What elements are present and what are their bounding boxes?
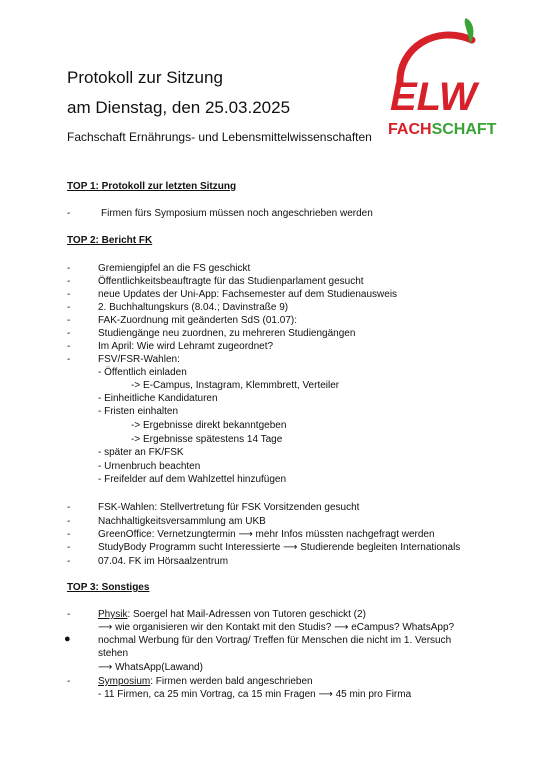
top2-item: FSK-Wahlen: Stellvertretung für FSK Vorsitzenden gesucht [98,502,360,513]
wahlen-subitem: -> Ergebnisse spätestens 14 Tage [131,434,283,445]
title-line-2: am Dienstag, den 25.03.2025 [67,98,291,117]
dash-marker: - [67,289,71,300]
top2-heading: TOP 2: Bericht FK [67,235,153,246]
top2-item: neue Updates der Uni-App: Fachsemester auf dem Studienausweis [98,289,398,300]
logo-elw-letters: ELW [390,75,477,119]
symposium-subline: - 11 Firmen, ca 25 min Vortrag, ca 15 min Fragen ⟶ 45 min pro Firma [98,689,412,700]
dash-marker: - [67,502,71,513]
dash-marker: - [67,302,71,313]
dash-marker: - [67,516,71,527]
werbung-line-2: stehen [98,648,129,659]
top1-heading: TOP 1: Protokoll zur letzten Sitzung [67,181,237,192]
top2-item: GreenOffice: Vernetzungtermin ⟶ mehr Infos müssten nachgefragt werden [98,529,435,540]
dash-marker: - [67,208,71,219]
physik-text: : Soergel hat Mail-Adressen von Tutoren geschickt (2) [127,609,366,620]
wahlen-subitem: - Einheitliche Kandidaturen [98,393,218,404]
wahlen-subitem: - Freifelder auf dem Wahlzettel hinzufügen [98,474,287,485]
wahlen-subitem: -> E-Campus, Instagram, Klemmbrett, Verteiler [131,380,340,391]
physik-item [98,608,366,621]
elw-fachschaft-logo [386,18,504,140]
top1-item: Firmen fürs Symposium müssen noch angeschrieben werden [101,208,373,219]
top2-item: StudyBody Programm sucht Interessierte ⟶ Studierende begleiten Internationals [98,542,461,553]
werbung-line-1: nochmal Werbung für den Vortrag/ Treffen für Menschen die nicht im 1. Versuch [98,635,452,646]
top3-heading: TOP 3: Sonstiges [67,582,150,593]
dash-marker: - [67,341,71,352]
symposium-label: Symposium [98,676,151,687]
dash-marker: - [67,556,71,567]
werbung-subline: ⟶ WhatsApp(Lawand) [98,662,203,673]
top2-item: 2. Buchhaltungskurs (8.04.; Davinstraße 9) [98,302,289,313]
subtitle: Fachschaft Ernährungs- und Lebensmittelwissenschaften [67,130,372,144]
physik-subline: ⟶ wie organisieren wir den Kontakt mit den Studis? ⟶ eCampus? WhatsApp? [98,622,455,633]
wahlen-subitem: - Urnenbruch beachten [98,461,201,472]
top2-item: 07.04. FK im Hörsaalzentrum [98,556,229,567]
logo-fachschaft-word: FACHSCHAFT [388,121,497,138]
top2-item: Studiengänge neu zuordnen, zu mehreren Studiengängen [98,328,356,339]
dash-marker: - [67,529,71,540]
wahlen-subitem: - Öffentlich einladen [98,367,187,378]
dash-marker: - [67,328,71,339]
physik-label: Physik [98,609,128,620]
dash-marker: - [67,263,71,274]
top2-item: Nachhaltigkeitsversammlung am UKB [98,516,266,527]
top2-item: Im April: Wie wird Lehramt zugeordnet? [98,341,274,352]
dash-marker: - [67,276,71,287]
top2-item: Öffentlichkeitsbeauftragte für das Studienparlament gesucht [98,276,364,287]
wahlen-subitem: -> Ergebnisse direkt bekanntgeben [131,420,287,431]
title-line-1: Protokoll zur Sitzung [67,68,223,87]
top2-item: FAK-Zuordnung mit geänderten SdS (01.07): [98,315,298,326]
bullet-marker: ● [64,633,71,645]
dash-marker: - [67,542,71,553]
wahlen-subitem: - Fristen einhalten [98,406,179,417]
symposium-text: : Firmen werden bald angeschrieben [150,676,313,687]
dash-marker: - [67,354,71,365]
dash-marker: - [67,676,71,687]
wahlen-subitem: - später an FK/FSK [98,447,184,458]
dash-marker: - [67,315,71,326]
top2-item: Gremiengipfel an die FS geschickt [98,263,251,274]
top2-item: FSV/FSR-Wahlen: [98,354,180,365]
symposium-item [98,675,313,688]
dash-marker: - [67,609,71,620]
